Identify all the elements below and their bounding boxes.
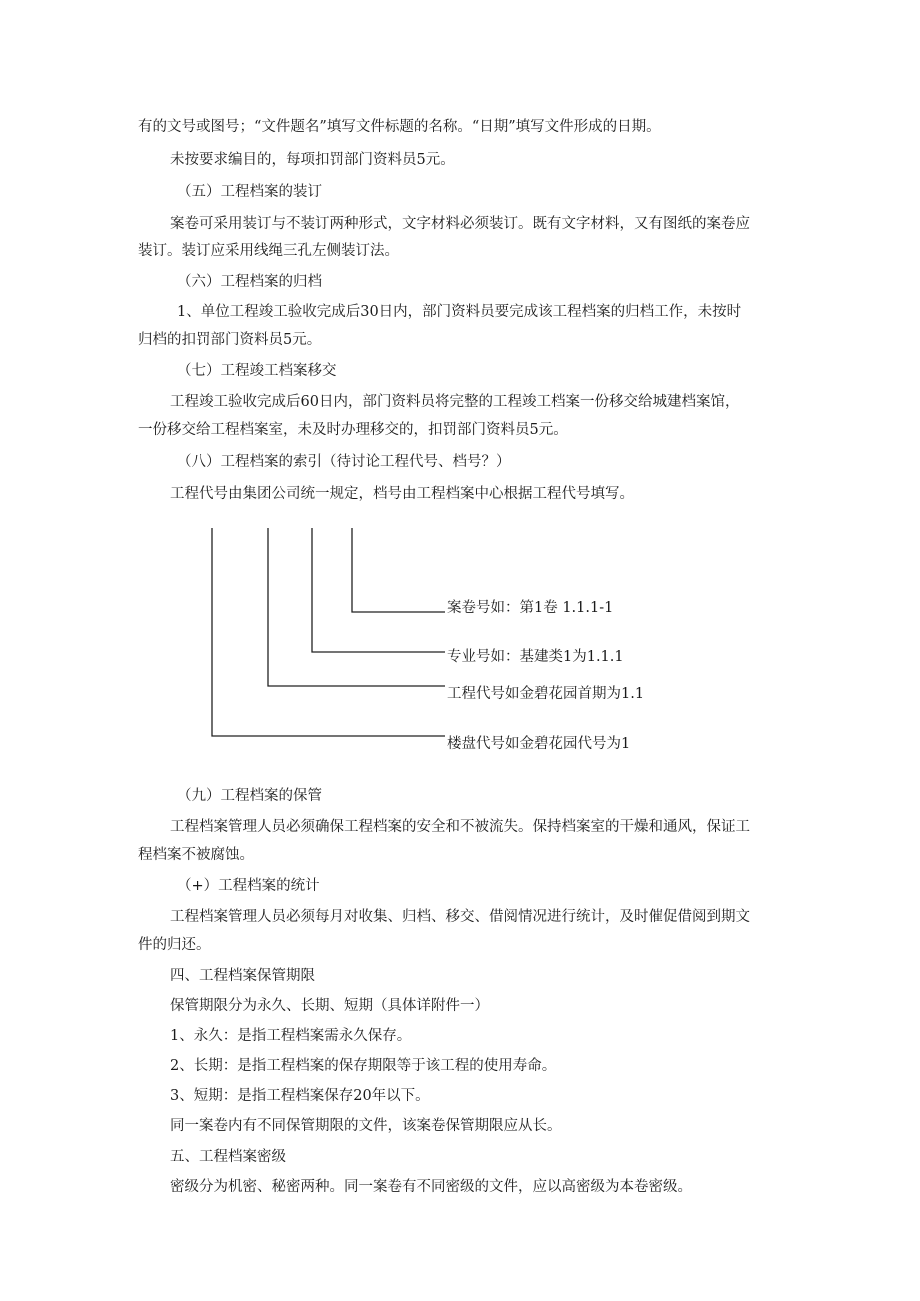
paragraph-line: 1、单位工程竣工验收完成后30日内，部门资料员要完成该工程档案的归档工作，未按时 <box>177 304 742 320</box>
bracket-estate <box>212 528 445 736</box>
paragraph-line: 归档的扣罚部门资料员5元。 <box>138 332 322 348</box>
paragraph-line: 程档案不被腐蚀。 <box>138 847 254 863</box>
section-heading: （七）工程竣工档案移交 <box>177 363 337 379</box>
diagram-label-volume: 案卷号如：第1卷 1.1.1-1 <box>447 600 614 616</box>
section-heading: （八）工程档案的索引（待讨论工程代号、档号？） <box>177 454 511 470</box>
paragraph-line: 密级分为机密、秘密两种。同一案卷有不同密级的文件，应以高密级为本卷密级。 <box>170 1179 692 1195</box>
paragraph-line: 工程档案管理人员必须确保工程档案的安全和不被流失。保持档案室的干燥和通风，保证工 <box>170 819 750 835</box>
index-diagram-lines <box>205 522 445 742</box>
section-heading: 四、工程档案保管期限 <box>170 968 315 984</box>
paragraph-line: 案卷可采用装订与不装订两种形式，文字材料必须装订。既有文字材料，又有图纸的案卷应 <box>170 216 750 232</box>
diagram-label-project: 工程代号如金碧花园首期为1.1 <box>447 686 645 702</box>
paragraph-line: 1、永久：是指工程档案需永久保存。 <box>170 1028 412 1044</box>
section-heading: （六）工程档案的归档 <box>177 274 322 290</box>
section-heading: （+）工程档案的统计 <box>177 878 320 894</box>
diagram-label-estate: 楼盘代号如金碧花园代号为1 <box>447 736 631 752</box>
section-heading: 五、工程档案密级 <box>170 1149 286 1165</box>
paragraph-line: 同一案卷内有不同保管期限的文件，该案卷保管期限应从长。 <box>170 1118 562 1134</box>
section-heading: （九）工程档案的保管 <box>177 788 322 804</box>
bracket-volume <box>352 528 445 612</box>
diagram-label-specialty: 专业号如：基建类1为1.1.1 <box>447 649 624 665</box>
paragraph-line: 2、长期：是指工程档案的保存期限等于该工程的使用寿命。 <box>170 1058 557 1074</box>
paragraph-line: 保管期限分为永久、长期、短期（具体详附件一） <box>170 998 489 1014</box>
paragraph-line: 未按要求编目的，每项扣罚部门资料员5元。 <box>170 152 455 168</box>
paragraph-line: 件的归还。 <box>138 937 211 953</box>
paragraph-line: 工程档案管理人员必须每月对收集、归档、移交、借阅情况进行统计，及时催促借阅到期文 <box>170 909 750 925</box>
paragraph-line: 工程竣工验收完成后60日内，部门资料员将完整的工程竣工档案一份移交给城建档案馆， <box>170 394 740 410</box>
paragraph-line: 有的文号或图号；“文件题名”填写文件标题的名称。“日期”填写文件形成的日期。 <box>138 119 661 135</box>
paragraph-line: 装订。装订应采用线绳三孔左侧装订法。 <box>138 243 399 259</box>
paragraph-line: 工程代号由集团公司统一规定，档号由工程档案中心根据工程代号填写。 <box>170 486 634 502</box>
bracket-specialty <box>312 528 445 652</box>
paragraph-line: 3、短期：是指工程档案保存20年以下。 <box>170 1088 430 1104</box>
bracket-project <box>268 528 445 686</box>
paragraph-line: 一份移交给工程档案室，未及时办理移交的，扣罚部门资料员5元。 <box>138 422 568 438</box>
section-heading: （五）工程档案的装订 <box>177 184 322 200</box>
index-diagram <box>205 522 445 742</box>
